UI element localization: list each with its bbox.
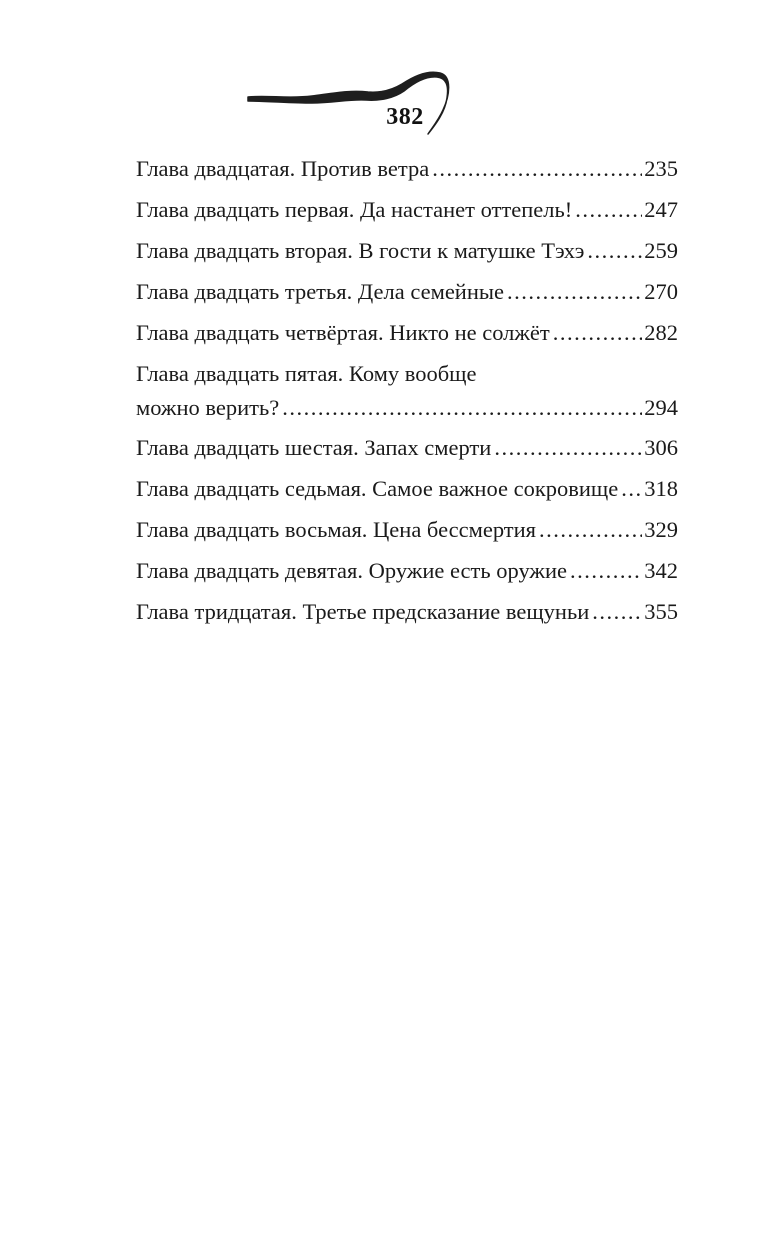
toc-entry-page: 306 — [644, 435, 678, 460]
page-number: 382 — [386, 104, 424, 130]
toc-entry-title: Глава двадцать седьмая. Самое важное сокровище — [136, 476, 619, 501]
toc-entry-title: Глава двадцать пятая. Кому вообще — [136, 361, 477, 386]
dot-leader — [432, 152, 642, 186]
dot-leader — [494, 431, 642, 465]
toc-entry-page: 342 — [644, 558, 678, 583]
toc-entry — [136, 193, 678, 234]
dot-leader — [539, 513, 642, 547]
toc-entry — [136, 316, 678, 357]
dot-leader — [621, 472, 642, 506]
toc-entry — [136, 554, 678, 595]
toc-entry-title-continued: можно верить? — [136, 395, 280, 420]
toc-entry — [136, 595, 678, 636]
toc-entry-title: Глава двадцать вторая. В гости к матушке Тэхэ — [136, 238, 585, 263]
toc-entry-title: Глава тридцатая. Третье предсказание вещуньи — [136, 599, 590, 624]
toc-entry — [136, 152, 678, 193]
toc-entry-title: Глава двадцать четвёртая. Никто не солжёт — [136, 320, 550, 345]
dot-leader — [587, 234, 642, 268]
toc-entry-page: 318 — [644, 476, 678, 501]
toc-entry-title: Глава двадцать третья. Дела семейные — [136, 279, 504, 304]
dot-leader — [570, 554, 642, 588]
toc-entry-page: 270 — [644, 279, 678, 304]
table-of-contents — [136, 152, 678, 636]
dot-leader — [592, 595, 642, 629]
toc-entry — [136, 472, 678, 513]
toc-entry-page: 247 — [644, 197, 678, 222]
toc-entry-page: 259 — [644, 238, 678, 263]
toc-entry-page: 355 — [644, 599, 678, 624]
toc-entry-page: 329 — [644, 517, 678, 542]
toc-entry — [136, 234, 678, 275]
dot-leader — [575, 193, 642, 227]
page-header — [0, 0, 768, 150]
dot-leader — [282, 391, 642, 425]
toc-entry-title: Глава двадцать первая. Да настанет оттепель! — [136, 197, 573, 222]
toc-entry-title: Глава двадцать девятая. Оружие есть оружие — [136, 558, 567, 583]
toc-entry-page: 294 — [644, 395, 678, 420]
toc-entry — [136, 513, 678, 554]
toc-entry-title: Глава двадцать восьмая. Цена бессмертия — [136, 517, 537, 542]
toc-entry — [136, 357, 678, 431]
dot-leader — [507, 275, 642, 309]
toc-entry-title: Глава двадцатая. Против ветра — [136, 156, 430, 181]
dot-leader — [553, 316, 642, 350]
toc-entry-page: 282 — [644, 320, 678, 345]
toc-entry-page: 235 — [644, 156, 678, 181]
toc-entry-title: Глава двадцать шестая. Запах смерти — [136, 435, 492, 460]
toc-entry — [136, 431, 678, 472]
toc-entry — [136, 275, 678, 316]
